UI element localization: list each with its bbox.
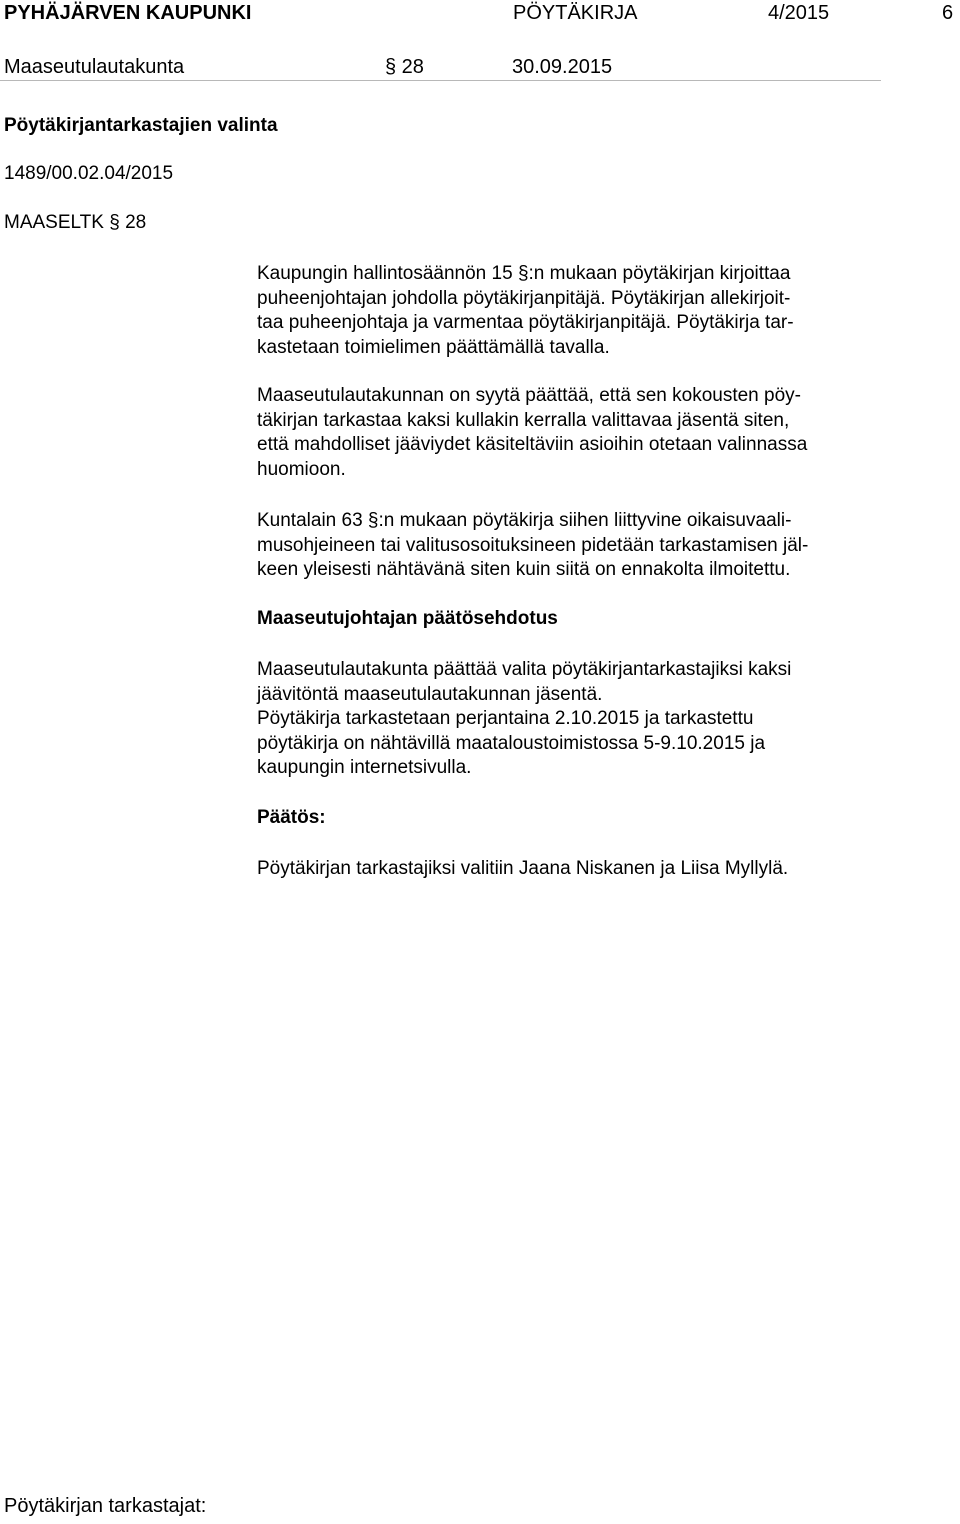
text-line: kaupungin internetsivulla. (257, 757, 472, 778)
text-line: musohjeineen tai valitusosoituksineen pidetään tarkastamisen jäl- (257, 534, 809, 556)
text-line: pöytäkirja on nähtävillä maataloustoimistossa 5-9.10.2015 ja (257, 732, 766, 754)
decision-heading: Päätös: (257, 807, 326, 828)
text-line: Pöytäkirja tarkastetaan perjantaina 2.10.2015 ja tarkastettu (257, 708, 754, 729)
text-line: huomioon. (257, 458, 346, 480)
footer-reviewers-label: Pöytäkirjan tarkastajat: (4, 1495, 207, 1517)
document-number: 4/2015 (768, 2, 830, 24)
text-line: Maaseutulautakunnan on syytä päättää, että sen kokousten pöy- (257, 385, 801, 406)
text-line: täkirjan tarkastaa kaksi kullakin kerralla valittavaa jäsentä siten, (257, 409, 790, 431)
page-title: Pöytäkirjantarkastajien valinta (4, 115, 278, 136)
decision-text: Pöytäkirjan tarkastajiksi valitiin Jaana Niskanen ja Liisa Myllylä. (257, 858, 789, 879)
text-line: Maaseutulautakunta päättää valita pöytäkirjantarkastajiksi kaksi (257, 659, 792, 680)
paragraph-board-practice (257, 384, 897, 482)
text-line: että mahdolliset jääviydet käsiteltäviin asioihin otetaan valinnassa (257, 434, 808, 455)
board-name: Maaseutulautakunta (4, 56, 185, 78)
text-line: Kaupungin hallintosäännön 15 §:n mukaan pöytäkirjan kirjoittaa (257, 263, 791, 284)
text-line: kastetaan toimielimen päättämällä tavalla. (257, 336, 610, 358)
proposal-text (257, 658, 897, 781)
organization-name: PYHÄJÄRVEN KAUPUNKI (4, 2, 252, 24)
paragraph-rules (257, 262, 897, 360)
section-number: § 28 (385, 56, 424, 78)
record-id: 1489/00.02.04/2015 (4, 163, 174, 184)
proposal-heading: Maaseutujohtajan päätösehdotus (257, 608, 558, 629)
section-reference: MAASELTK § 28 (4, 212, 147, 233)
text-line: taa puheenjohtaja ja varmentaa pöytäkirjanpitäjä. Pöytäkirja tar- (257, 312, 794, 333)
paragraph-municipal-law (257, 509, 897, 583)
text-line: jäävitöntä maaseutulautakunnan jäsentä. (257, 683, 603, 705)
page-number: 6 (942, 2, 954, 24)
meeting-date: 30.09.2015 (512, 56, 613, 78)
text-line: puheenjohtajan johdolla pöytäkirjanpitäjä. Pöytäkirjan allekirjoit- (257, 287, 791, 309)
text-line: Kuntalain 63 §:n mukaan pöytäkirja siihen liittyvine oikaisuvaali- (257, 510, 792, 531)
header-divider (0, 80, 881, 81)
document-type: PÖYTÄKIRJA (513, 2, 638, 24)
text-line: keen yleisesti nähtävänä siten kuin siitä on ennakolta ilmoitettu. (257, 559, 791, 580)
